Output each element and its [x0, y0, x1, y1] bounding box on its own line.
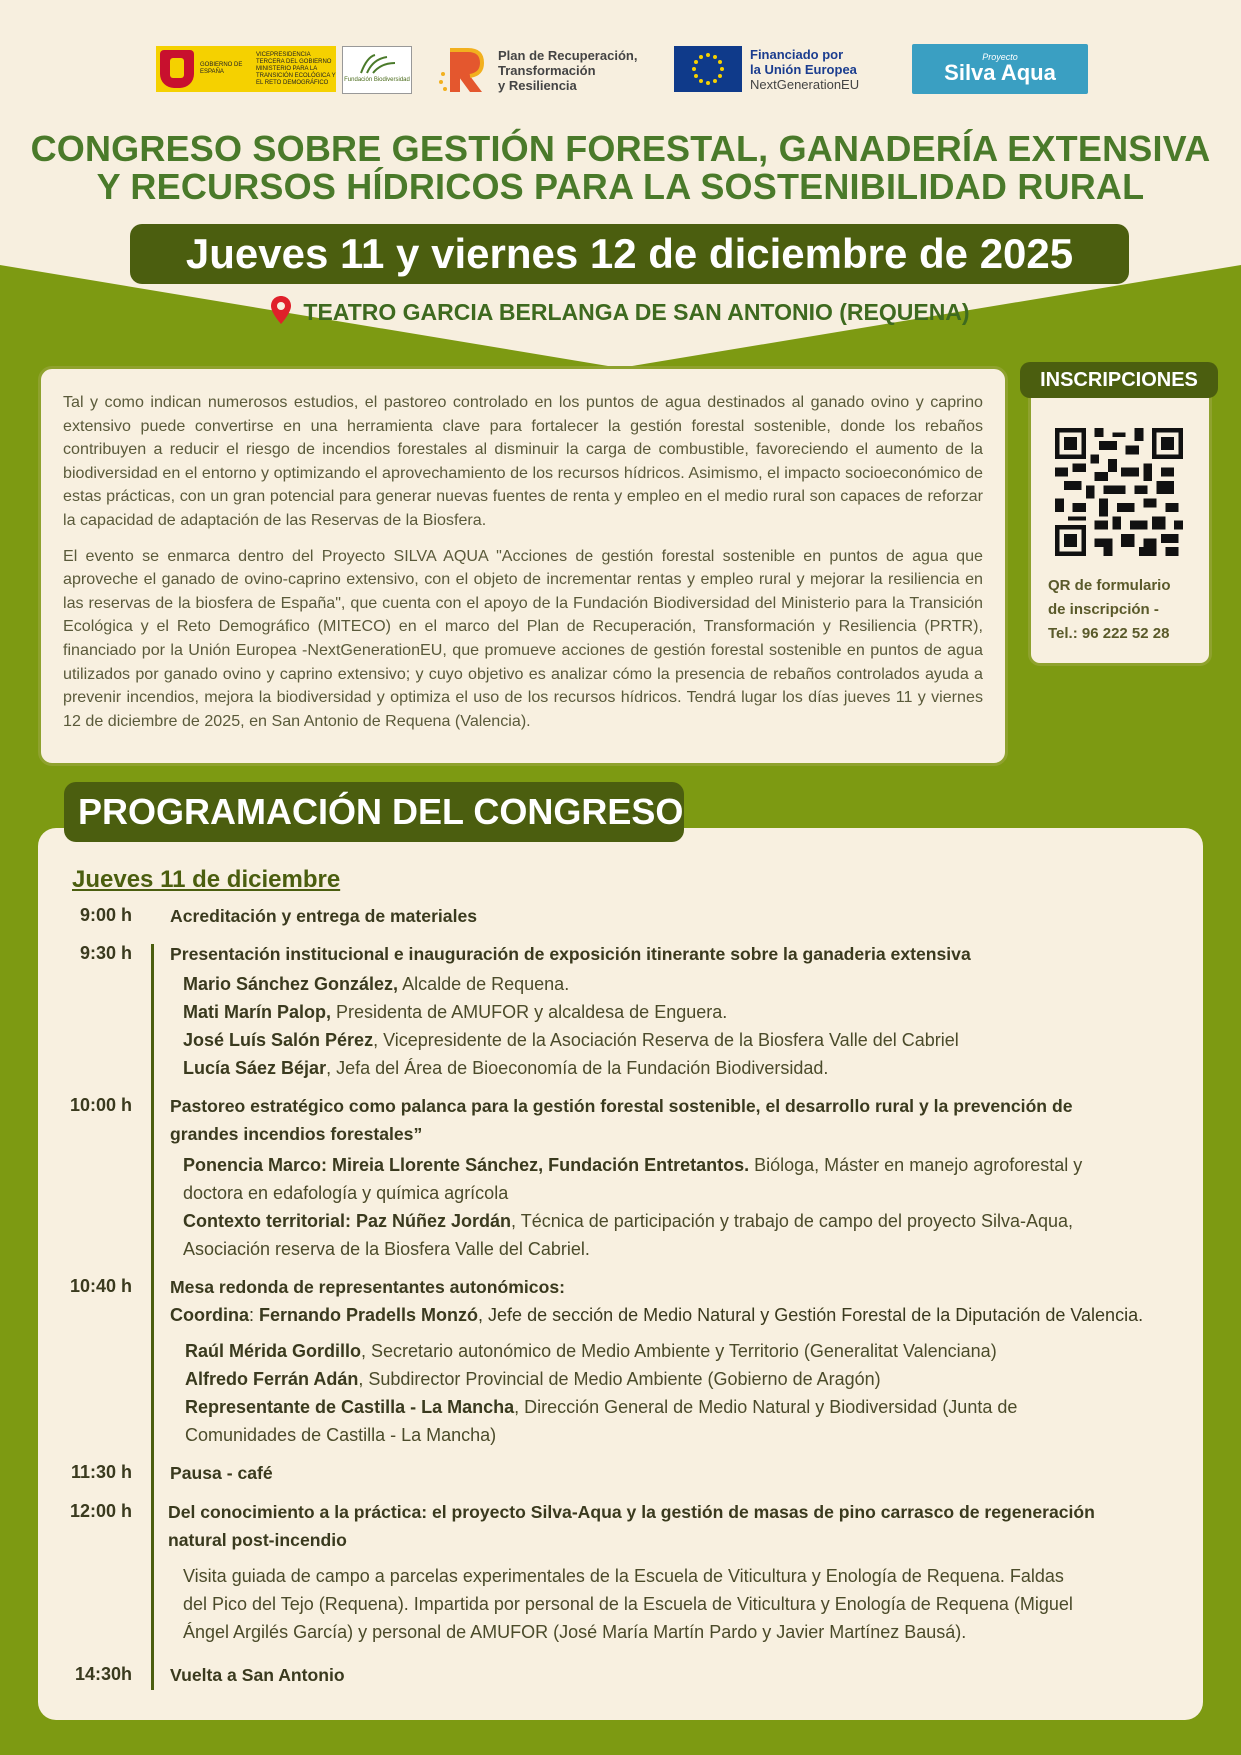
schedule-item: Presentación institucional e inauguración de exposición itinerante sobre la ganaderia extensiva	[170, 944, 971, 964]
intro-paragraph-1: Tal y como indican numerosos estudios, el pastoreo controlado en los puntos de agua destinados al ganado ovino y caprino extensivo puede convertirse en una herramienta clave para fortalecer la gestión forestal sostenible, donde los rebaños contribuyen a reducir el riesgo de incendios forestales al disminuir la carga de combustible, favoreciendo el aumento de la biodiversidad en el entorno y optimizando el aprovechamiento de los recursos hídricos. Asimismo, el impacto socioeconómico de estas prácticas, con un gran potencial para generar nuevas fuentes de renta y empleo en el medio rural son capaces de reforzar la capacidad de adaptación de las Reservas de la Biosfera.	[63, 393, 983, 529]
day-heading: Jueves 11 de diciembre	[72, 866, 341, 893]
gobierno-text: GOBIERNO DE ESPAÑA	[200, 62, 243, 75]
schedule-item: Pastoreo estratégico como palanca para la gestión forestal sostenible, el desarrollo rural y la prevención de	[170, 1096, 1073, 1116]
schedule-item: Acreditación y entrega de materiales	[170, 906, 478, 926]
schedule-item: Mesa redonda de representantes autonómicos:	[170, 1277, 565, 1297]
schedule-item: Pausa - café	[170, 1463, 273, 1483]
schedule-item: natural post-incendio	[168, 1530, 347, 1550]
speaker: Raúl Mérida Gordillo, Secretario autonómico de Medio Ambiente y Territorio (Generalitat Valenciana)	[185, 1341, 997, 1361]
prtr-text: Plan de Recuperación, Transformación y Resiliencia	[498, 47, 638, 93]
visit-description: del Pico del Tejo (Requena). Impartida por personal de la Escuela de Viticultura y Enología de Requena (Miguel	[183, 1594, 1073, 1614]
page-title: CONGRESO SOBRE GESTIÓN FORESTAL, GANADERÍA EXTENSIVA Y RECURSOS HÍDRICOS PARA LA SOSTENIBILIDAD RURAL	[30, 128, 1211, 207]
visit-description: Ángel Argilés García) y personal de AMUFOR (José María Martín Pardo y Javier Martínez Bausá).	[183, 1622, 967, 1642]
speaker: Mati Marín Palop, Presidenta de AMUFOR y alcaldesa de Enguera.	[183, 1002, 728, 1022]
time-label: 9:30 h	[79, 943, 132, 963]
visit-description: Visita guiada de campo a parcelas experimentales de la Escuela de Viticultura y Enología de Requena. Faldas	[183, 1566, 1064, 1586]
fundacion-biodiversidad-logo: Fundación Biodiversidad	[342, 46, 412, 94]
time-label: 11:30 h	[70, 1462, 132, 1482]
time-label: 10:00 h	[69, 1095, 132, 1115]
speaker: Contexto territorial: Paz Núñez Jordán, Técnica de participación y trabajo de campo del proyecto Silva-Aqua,	[183, 1211, 1074, 1231]
speaker: Mario Sánchez González, Alcalde de Requena.	[183, 974, 570, 994]
speaker: Ponencia Marco: Mireia Llorente Sánchez, Fundación Entretantos. Bióloga, Máster en manejo agroforestal y	[183, 1155, 1083, 1175]
speaker: Alfredo Ferrán Adán, Subdirector Provincial de Medio Ambiente (Gobierno de Aragón)	[185, 1369, 881, 1389]
inscripciones-title: INSCRIPCIONES	[1020, 362, 1218, 398]
speaker-cont: Asociación reserva de la Biosfera Valle del Cabriel.	[183, 1239, 590, 1259]
time-label: 14:30h	[74, 1664, 132, 1684]
speaker: Lucía Sáez Béjar, Jefa del Área de Bioeconomía de la Fundación Biodiversidad.	[183, 1058, 829, 1078]
venue: TEATRO GARCIA BERLANGA DE SAN ANTONIO (REQUENA)	[20, 296, 1221, 328]
speaker: Representante de Castilla - La Mancha, Dirección General de Medio Natural y Biodiversidad (Junta de	[185, 1397, 1018, 1417]
qr-caption: QR de formulario de inscripción - Tel.: 96 222 52 28	[1048, 577, 1171, 642]
schedule-item: Del conocimiento a la práctica: el proyecto Silva-Aqua y la gestión de masas de pino carrasco de regeneración	[168, 1502, 1095, 1522]
time-label: 12:00 h	[69, 1501, 132, 1521]
eu-text: Financiado por la Unión Europea NextGenerationEU	[750, 46, 860, 92]
time-label: 10:40 h	[69, 1276, 132, 1296]
event-date: Jueves 11 y viernes 12 de diciembre de 2025	[130, 224, 1129, 284]
schedule-item: grandes incendios forestales”	[170, 1124, 423, 1144]
program-title: PROGRAMACIÓN DEL CONGRESO	[64, 782, 684, 842]
speaker-cont: Comunidades de Castilla - La Mancha)	[185, 1425, 497, 1445]
speaker: José Luís Salón Pérez, Vicepresidente de la Asociación Reserva de la Biosfera Valle del Cabriel	[183, 1030, 959, 1050]
schedule-item: Vuelta a San Antonio	[170, 1665, 345, 1685]
intro-paragraph-2: El evento se enmarca dentro del Proyecto SILVA AQUA "Acciones de gestión forestal sostenible en puntos de agua que aproveche el ganado de ovino-caprino extensivo, con el objeto de incrementar rentas y empleo rural y mejorar la resiliencia en las reservas de la biosfera de España", que cuenta con el apoyo de la Fundación Biodiversidad del Ministerio para la Transición Ecológica y el Reto Demográfico (MITECO) en el marco del Plan de Recuperación, Transformación y Resiliencia (PRTR), financiado por la Unión Europea -NextGenerationEU, que promueve acciones de gestión forestal sostenible en puntos de agua utilizados por ganado ovino y caprino extensivo; y cuyo objetivo es analizar cómo la presencia de rebaños controlados ayuda a prevenir incendios, mejora la biodiversidad y optimiza el uso de los recursos hídricos. Tendrá lugar los días jueves 11 y viernes 12 de diciembre de 2025, en San Antonio de Requena (Valencia).	[63, 546, 983, 730]
speaker-cont: doctora en edafología y química agrícola	[183, 1183, 509, 1203]
ministerio-text: VICEPRESIDENCIA TERCERA DEL GOBIERNO MINISTERIO PARA LA TRANSICIÓN ECOLÓGICA Y EL RETO DEMOGRÁFICO	[256, 51, 336, 86]
silva-aqua-logo: Proyecto Silva Aqua	[912, 44, 1088, 94]
time-label: 9:00 h	[79, 905, 132, 925]
coordinator: Coordina: Fernando Pradells Monzó, Jefe de sección de Medio Natural y Gestión Forestal de la Diputación de Valencia.	[170, 1305, 1144, 1325]
